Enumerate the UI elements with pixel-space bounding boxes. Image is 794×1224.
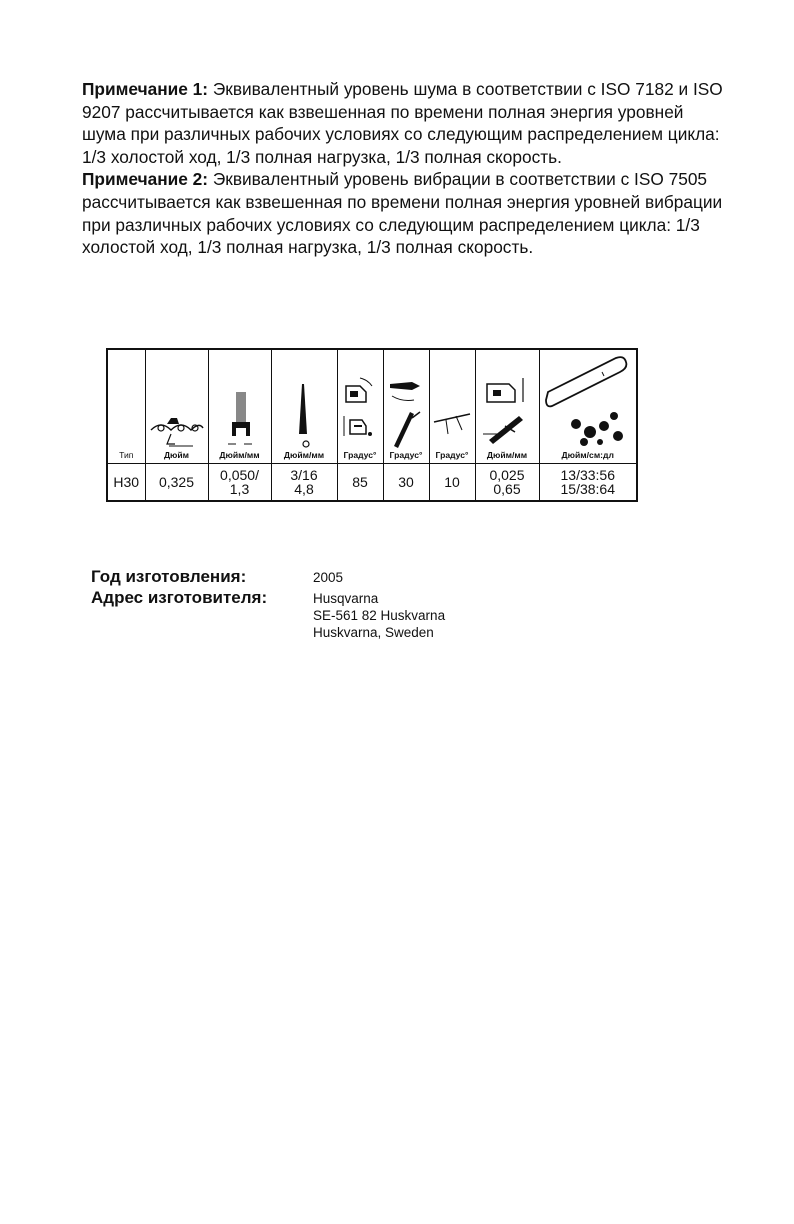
year-value: 2005 (313, 570, 344, 585)
note-1-label: Примечание 1: (82, 79, 209, 99)
cell-depth-mm: 0,65 (493, 481, 521, 497)
note-2-label: Примечание 2: (82, 169, 209, 190)
cell-file-mm: 4,8 (294, 481, 314, 497)
cell-angle-2: 30 (383, 464, 429, 502)
depth-gauge-icon (479, 370, 535, 450)
note-1 (82, 78, 732, 168)
address-label: Адрес изготовителя: (91, 588, 268, 607)
cell-type: H30 (107, 464, 145, 502)
header-angle-1 (337, 349, 383, 464)
header-angle-2 (383, 349, 429, 464)
cell-depth-inch: 0,025 (489, 467, 525, 483)
cell-gauge-mm: 1,3 (229, 481, 250, 497)
address-line: SE-561 82 Huskvarna (313, 608, 446, 623)
address-value (313, 587, 445, 641)
filing-angle-icon (432, 390, 472, 450)
cell-gauge-inch: 0,050/ (220, 467, 259, 483)
file-holder-angle-icon (386, 374, 426, 450)
chain-spec-table (106, 348, 638, 502)
header-angle-2-label: Градус° (389, 450, 423, 460)
manufacturer-section (91, 566, 445, 641)
header-pitch (145, 349, 208, 464)
cell-gauge (208, 464, 271, 502)
cell-bar-1: 13/33:56 (560, 467, 615, 483)
top-plate-angle-icon (340, 374, 380, 450)
cell-depth (475, 464, 539, 502)
header-gauge (208, 349, 271, 464)
table-row (107, 464, 637, 502)
header-bar-label: Дюйм/см:дл (561, 450, 614, 460)
header-pitch-label: Дюйм (163, 450, 190, 460)
header-bar (539, 349, 637, 464)
cell-file (271, 464, 337, 502)
header-file-label: Дюйм/мм (283, 450, 325, 460)
header-type (107, 349, 145, 464)
header-angle-3 (429, 349, 475, 464)
year-row (91, 566, 445, 587)
cell-file-inch: 3/16 (290, 467, 318, 483)
address-row (91, 587, 445, 641)
header-angle-1-label: Градус° (343, 450, 377, 460)
address-line: Husqvarna (313, 591, 379, 606)
header-angle-3-label: Градус° (435, 450, 469, 460)
note-2-text: Эквивалентный уровень вибрации в соответствии с ISO 7505 рассчитывается как взвешенная по времени полная энергия уровней вибрации при различных рабочих условиях со следующим распределением цикла: 1/3 холостой ход, 1/3 полная нагрузка, 1/3 полная скорость. (82, 169, 723, 258)
address-line: Huskvarna, Sweden (313, 625, 434, 640)
guide-bar-chain-icon (542, 350, 634, 450)
chain-pitch-icon (147, 394, 207, 450)
note-1-text: Эквивалентный уровень шума в соответствии с ISO 7182 и ISO 9207 рассчитывается как взвешенная по времени полная энергия уровней шума при различных рабочих условиях со следующим распределением цикла: 1/3 холостой ход, 1/3 полная нагрузка, 1/3 полная скорость. (82, 79, 723, 167)
header-depth (475, 349, 539, 464)
cell-angle-1: 85 (337, 464, 383, 502)
header-file (271, 349, 337, 464)
cell-angle-3: 10 (429, 464, 475, 502)
cell-bar (539, 464, 637, 502)
cell-pitch: 0,325 (145, 464, 208, 502)
cell-bar-2: 15/38:64 (560, 481, 615, 497)
drive-link-gauge-icon (220, 388, 260, 450)
table-header-row (107, 349, 637, 464)
header-type-label: Тип (119, 450, 134, 460)
year-label: Год изготовления: (91, 567, 247, 586)
round-file-icon (284, 380, 324, 450)
header-depth-label: Дюйм/мм (486, 450, 528, 460)
note-2 (82, 168, 732, 258)
notes-section (82, 78, 732, 259)
header-gauge-label: Дюйм/мм (219, 450, 260, 460)
